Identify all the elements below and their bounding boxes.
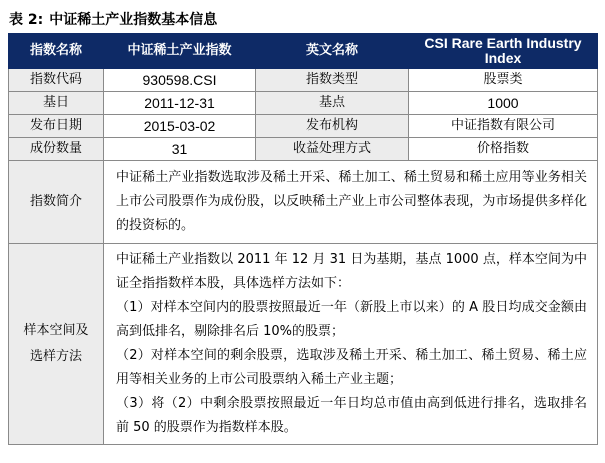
- header-cell: 英文名称: [256, 34, 409, 69]
- row-value: 2015-03-02: [104, 115, 256, 138]
- row-value: 价格指数: [409, 138, 598, 161]
- index-info-table: [8, 33, 598, 445]
- caption-number: 表 2:: [9, 12, 44, 28]
- table-row: [9, 115, 598, 138]
- row-label: 收益处理方式: [256, 138, 409, 161]
- method-paragraph: 中证稀土产业指数以 2011 年 12 月 31 日为基期，基点 1000 点，样本空间为中证全指指数样本股，具体选样方法如下：: [116, 252, 587, 291]
- method-label-line: 样本空间及: [23, 323, 89, 338]
- row-label: 发布机构: [256, 115, 409, 138]
- row-label: 发布日期: [9, 115, 104, 138]
- table-caption: [9, 9, 217, 29]
- header-cell: CSI Rare Earth Industry Index: [409, 34, 598, 69]
- method-label-line: 选样方法: [29, 349, 82, 364]
- table-row: [9, 92, 598, 115]
- table-row: [9, 69, 598, 92]
- table-row: [9, 138, 598, 161]
- row-label: 基日: [9, 92, 104, 115]
- row-label: 成份数量: [9, 138, 104, 161]
- row-label: 基点: [256, 92, 409, 115]
- method-paragraph: （2）对样本空间的剩余股票，选取涉及稀土开采、稀土加工、稀土贸易、稀土应用等相关业务的上市公司股票纳入稀土产业主题；: [116, 348, 587, 387]
- method-text: [104, 244, 598, 445]
- row-value: 31: [104, 138, 256, 161]
- method-paragraph: （3）将（2）中剩余股票按照最近一年日均总市值由高到低进行排名，选取排名前 50 的股票作为指数样本股。: [116, 396, 587, 435]
- table-header-row: [9, 34, 598, 69]
- row-value: 中证指数有限公司: [409, 115, 598, 138]
- row-value: 1000: [409, 92, 598, 115]
- header-cell: 中证稀土产业指数: [104, 34, 256, 69]
- method-row: [9, 244, 598, 445]
- row-label: 指数类型: [256, 69, 409, 92]
- header-cell: 指数名称: [9, 34, 104, 69]
- intro-row: [9, 161, 598, 244]
- row-value: 930598.CSI: [104, 69, 256, 92]
- method-paragraph: （1）对样本空间内的股票按照最近一年（新股上市以来）的 A 股日均成交金额由高到低排名，剔除排名后 10%的股票；: [116, 300, 587, 339]
- method-label: [9, 244, 104, 445]
- intro-label: 指数简介: [9, 161, 104, 244]
- row-value: 2011-12-31: [104, 92, 256, 115]
- row-label: 指数代码: [9, 69, 104, 92]
- row-value: 股票类: [409, 69, 598, 92]
- intro-text: 中证稀土产业指数选取涉及稀土开采、稀土加工、稀土贸易和稀土应用等业务相关上市公司股票作为成份股，以反映稀土产业上市公司整体表现，为市场提供多样化的投资标的。: [104, 161, 598, 244]
- caption-title: 中证稀土产业指数基本信息: [49, 12, 218, 28]
